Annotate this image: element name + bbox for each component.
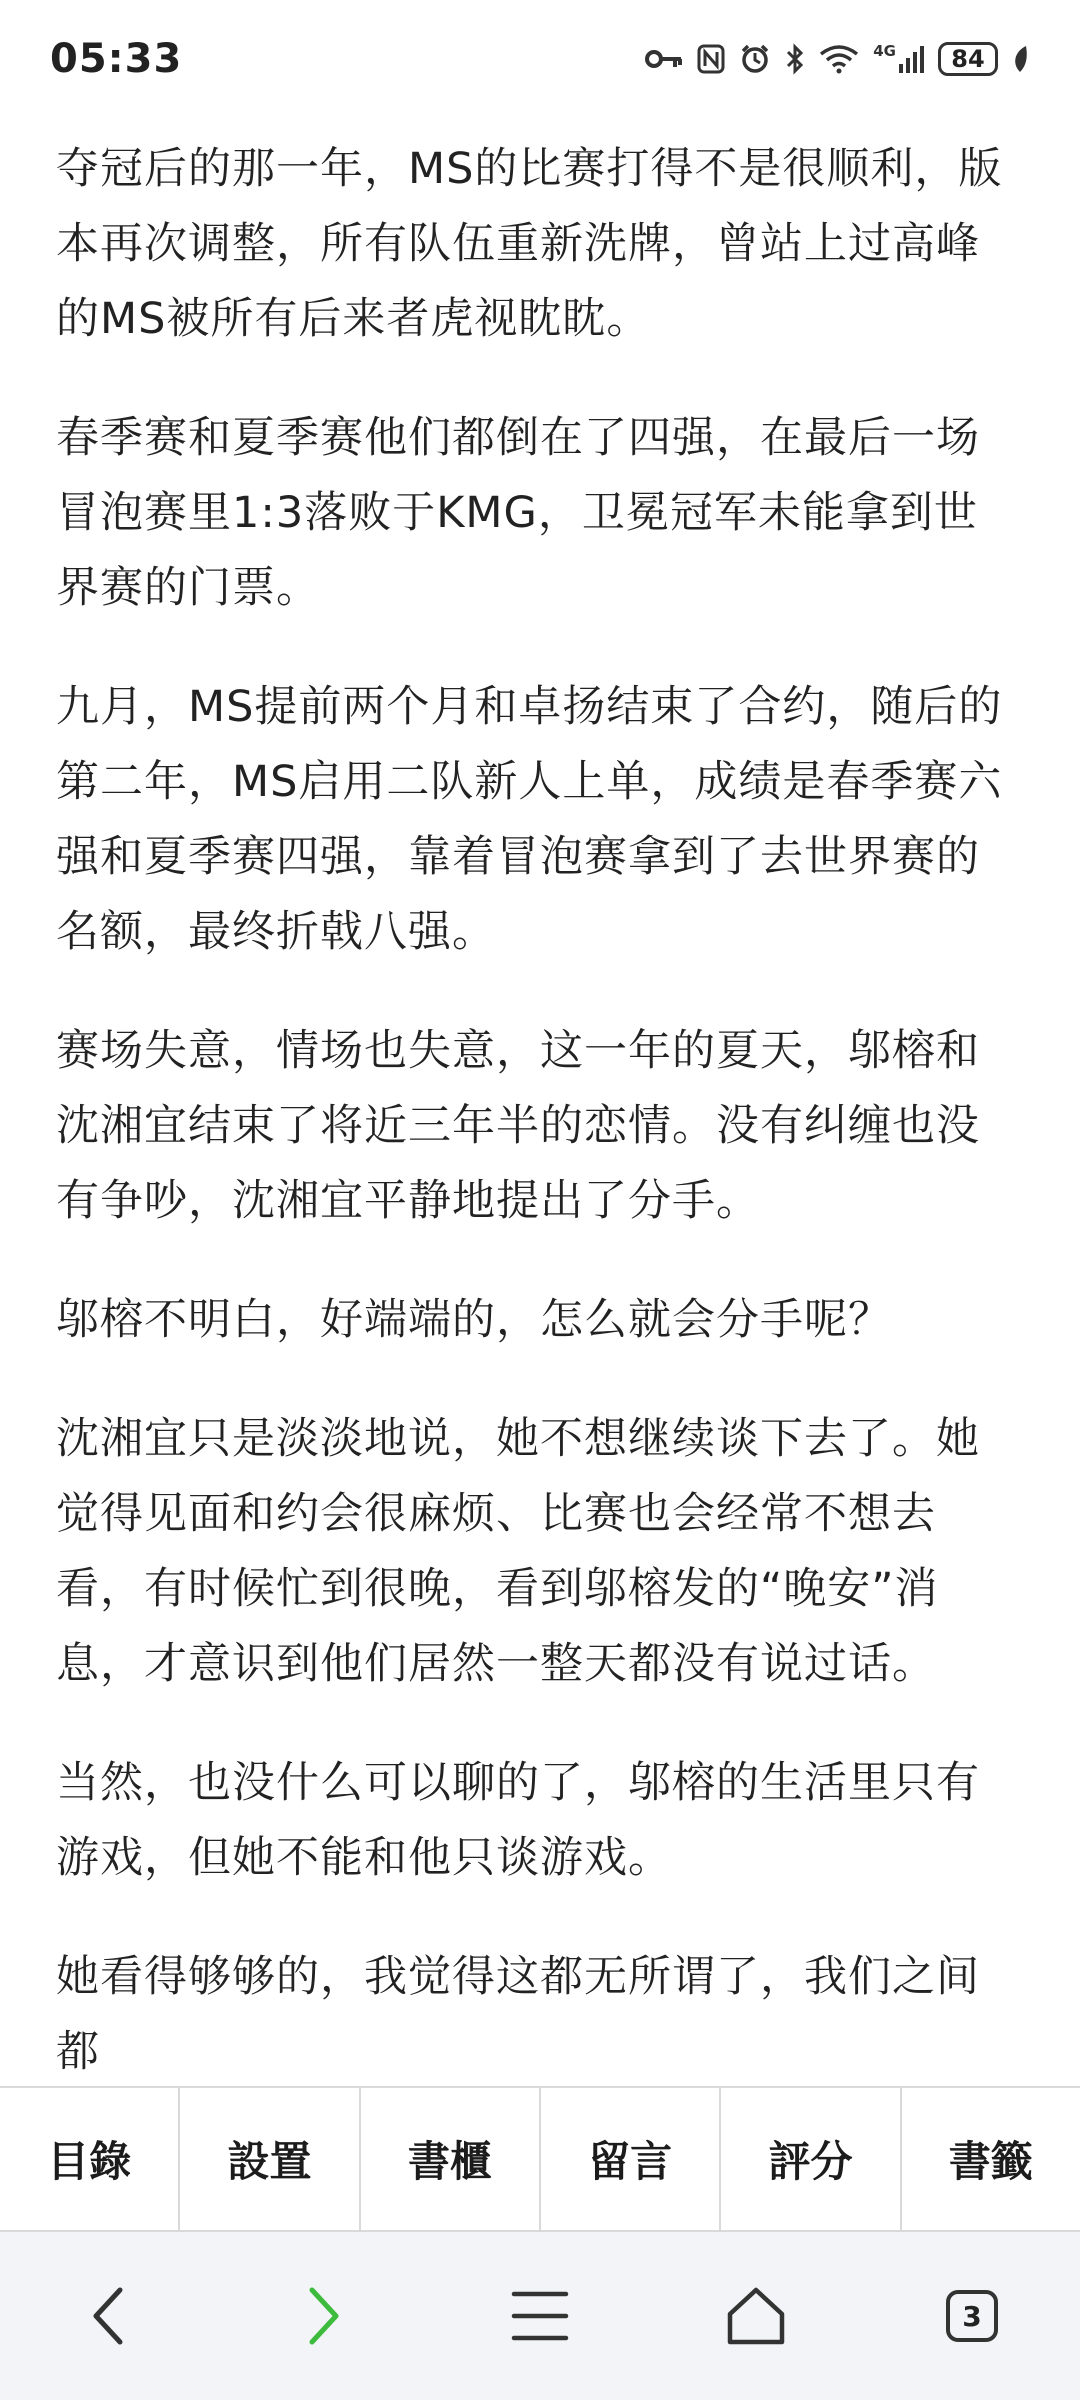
leaf-icon [1012, 44, 1028, 74]
back-button[interactable] [48, 2256, 168, 2376]
tab-count-badge: 3 [946, 2290, 998, 2342]
battery-icon: 84 [938, 42, 998, 76]
status-icons [645, 42, 1028, 76]
paragraph: 九月，MS提前两个月和卓扬结束了合约，随后的第二年，MS启用二队新人上单，成绩是春季赛六强和夏季赛四强，靠着冒泡赛拿到了去世界赛的名额，最终折戟八强。 [56, 682, 1003, 957]
paragraph: 邬榕不明白，好端端的，怎么就会分手呢？ [56, 1295, 892, 1345]
chevron-right-icon [302, 2284, 346, 2348]
menu-rating-button[interactable]: 評分 [721, 2088, 901, 2230]
forward-button[interactable] [264, 2256, 384, 2376]
menu-bookshelf-button[interactable]: 書櫃 [361, 2088, 541, 2230]
paragraph: 春季赛和夏季赛他们都倒在了四强，在最后一场冒泡赛里1:3落败于KMG，卫冕冠军未能拿到世界赛的门票。 [56, 413, 980, 613]
paragraph: 沈湘宜只是淡淡地说，她不想继续谈下去了。她觉得见面和约会很麻烦、比赛也会经常不想去看，有时候忙到很晚，看到邬榕发的“晚安”消息，才意识到他们居然一整天都没有说过话。 [56, 1414, 980, 1689]
paragraph: 她看得够够的，我觉得这都无所谓了，我们之间都 [56, 1952, 980, 2077]
home-icon [724, 2284, 788, 2348]
wifi-icon [819, 44, 859, 74]
book-menu-bar [0, 2086, 1080, 2232]
status-clock: 05:33 [50, 36, 183, 82]
menu-contents-button[interactable]: 目錄 [0, 2088, 180, 2230]
menu-button[interactable] [480, 2256, 600, 2376]
hamburger-menu-icon [510, 2288, 570, 2344]
home-button[interactable] [696, 2256, 816, 2376]
alarm-icon [739, 43, 771, 75]
nfc-icon [697, 44, 725, 74]
paragraph: 当然，也没什么可以聊的了，邬榕的生活里只有游戏，但她不能和他只谈游戏。 [56, 1758, 980, 1883]
menu-bookmark-button[interactable]: 書籤 [948, 2137, 1033, 2186]
signal-icon [873, 44, 924, 74]
tabs-button[interactable] [912, 2256, 1032, 2376]
status-bar [0, 0, 1080, 118]
network-type: 4G [873, 42, 896, 60]
paragraph: 赛场失意，情场也失意，这一年的夏天，邬榕和沈湘宜结束了将近三年半的恋情。没有纠缠也没有争吵，沈湘宜平静地提出了分手。 [56, 1026, 980, 1226]
browser-nav-bar [0, 2232, 1080, 2400]
bluetooth-icon [785, 43, 805, 75]
key-icon [645, 47, 683, 71]
menu-comments-button[interactable]: 留言 [541, 2088, 721, 2230]
paragraph: 夺冠后的那一年，MS的比赛打得不是很顺利，版本再次调整，所有队伍重新洗牌，曾站上过高峰的MS被所有后来者虎视眈眈。 [56, 144, 1003, 344]
chapter-content [56, 132, 1016, 2134]
chevron-left-icon [86, 2284, 130, 2348]
menu-settings-button[interactable]: 設置 [180, 2088, 360, 2230]
